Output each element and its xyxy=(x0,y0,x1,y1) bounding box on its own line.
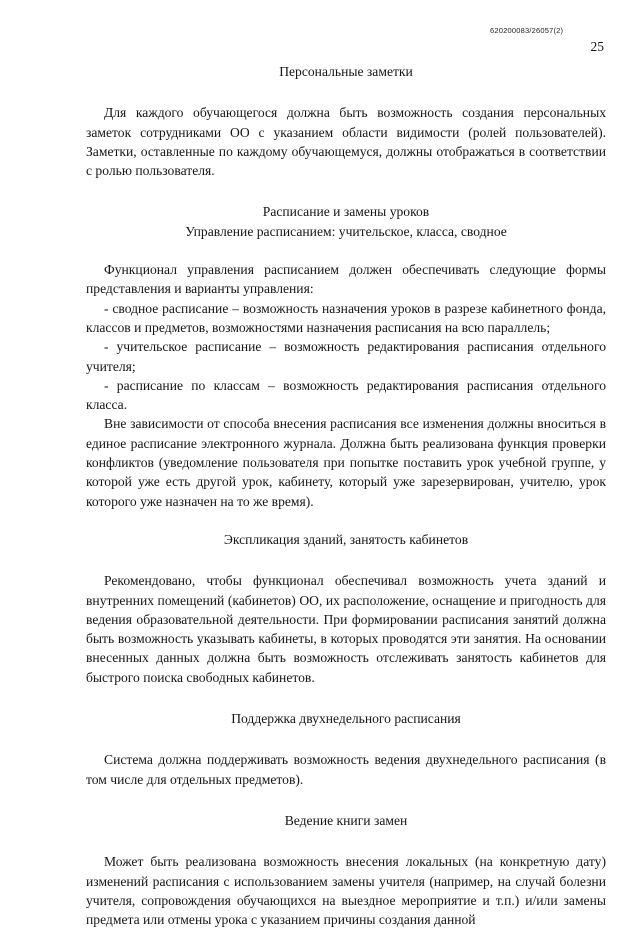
list-item: - сводное расписание – возможность назначения уроков в разрезе кабинетного фонда, классов и предметов, возможностями назначения расписания на всю параллель; xyxy=(86,300,606,335)
paragraph: Рекомендовано, чтобы функционал обеспечивал возможность учета зданий и внутренних помещений (кабинетов) ОО, их расположение, оснащение и пригодность для ведения образовательной деятельности. При формировании расписания занятий должна быть возможность указывать кабинеты, в которых проводятся эти занятия. На основании внесенных данных должна быть возможность отслеживать занятость кабинетов для быстрого поиска свободных кабинетов. xyxy=(86,573,606,685)
document-id: 620200083/26057(2) xyxy=(490,26,564,35)
page-number: 25 xyxy=(590,39,604,54)
section-heading-two-week-schedule: Поддержка двухнедельного расписания xyxy=(231,711,461,727)
paragraph: Система должна поддерживать возможность ведения двухнедельного расписания (в том числе для отдельных предметов). xyxy=(86,752,606,787)
section-heading-substitution-book: Ведение книги замен xyxy=(284,812,408,828)
paragraph: Функционал управления расписанием должен обеспечивать следующие формы представления и варианты управления: xyxy=(86,262,606,297)
section-heading-buildings: Экспликация зданий, занятость кабинетов xyxy=(223,531,469,547)
section-heading-personal-notes: Персональные заметки xyxy=(279,64,413,79)
paragraph: Для каждого обучающегося должна быть возможность создания персональных заметок сотрудниками ОО с указанием области видимости (ролей пользователей). Заметки, оставленные по каждому обучающемуся, должны отображаться в соответствии с ролью пользователя. xyxy=(86,105,606,179)
list-item: - учительское расписание – возможность редактирования расписания отдельного учителя; xyxy=(86,339,606,374)
paragraph: Может быть реализована возможность внесения локальных (на конкретную дату) изменений расписания с использованием замены учителя (например, на случай болезни учителя, сопровождения обучающихся на выездное мероприятие и т.п.) и/или замены предмета или отмены урока с указанием причины создания данной xyxy=(86,854,606,928)
section-heading-schedule: Расписание и замены уроков xyxy=(262,204,430,220)
paragraph: Вне зависимости от способа внесения расписания все изменения должны вноситься в единое расписание электронного журнала. Должна быть реализована функция проверки конфликтов (уведомление пользователя при попытке поставить урок учебной группе, у которой уже есть другой урок, кабинету, который уже зарезервирован, учителю, урок которого уже назначен на то же время). xyxy=(86,416,606,509)
page-body xyxy=(86,62,606,929)
section-subheading-schedule-management: Управление расписанием: учительское, класса, сводное xyxy=(185,223,507,239)
list-item: - расписание по классам – возможность редактирования расписания отдельного класса. xyxy=(86,377,606,413)
